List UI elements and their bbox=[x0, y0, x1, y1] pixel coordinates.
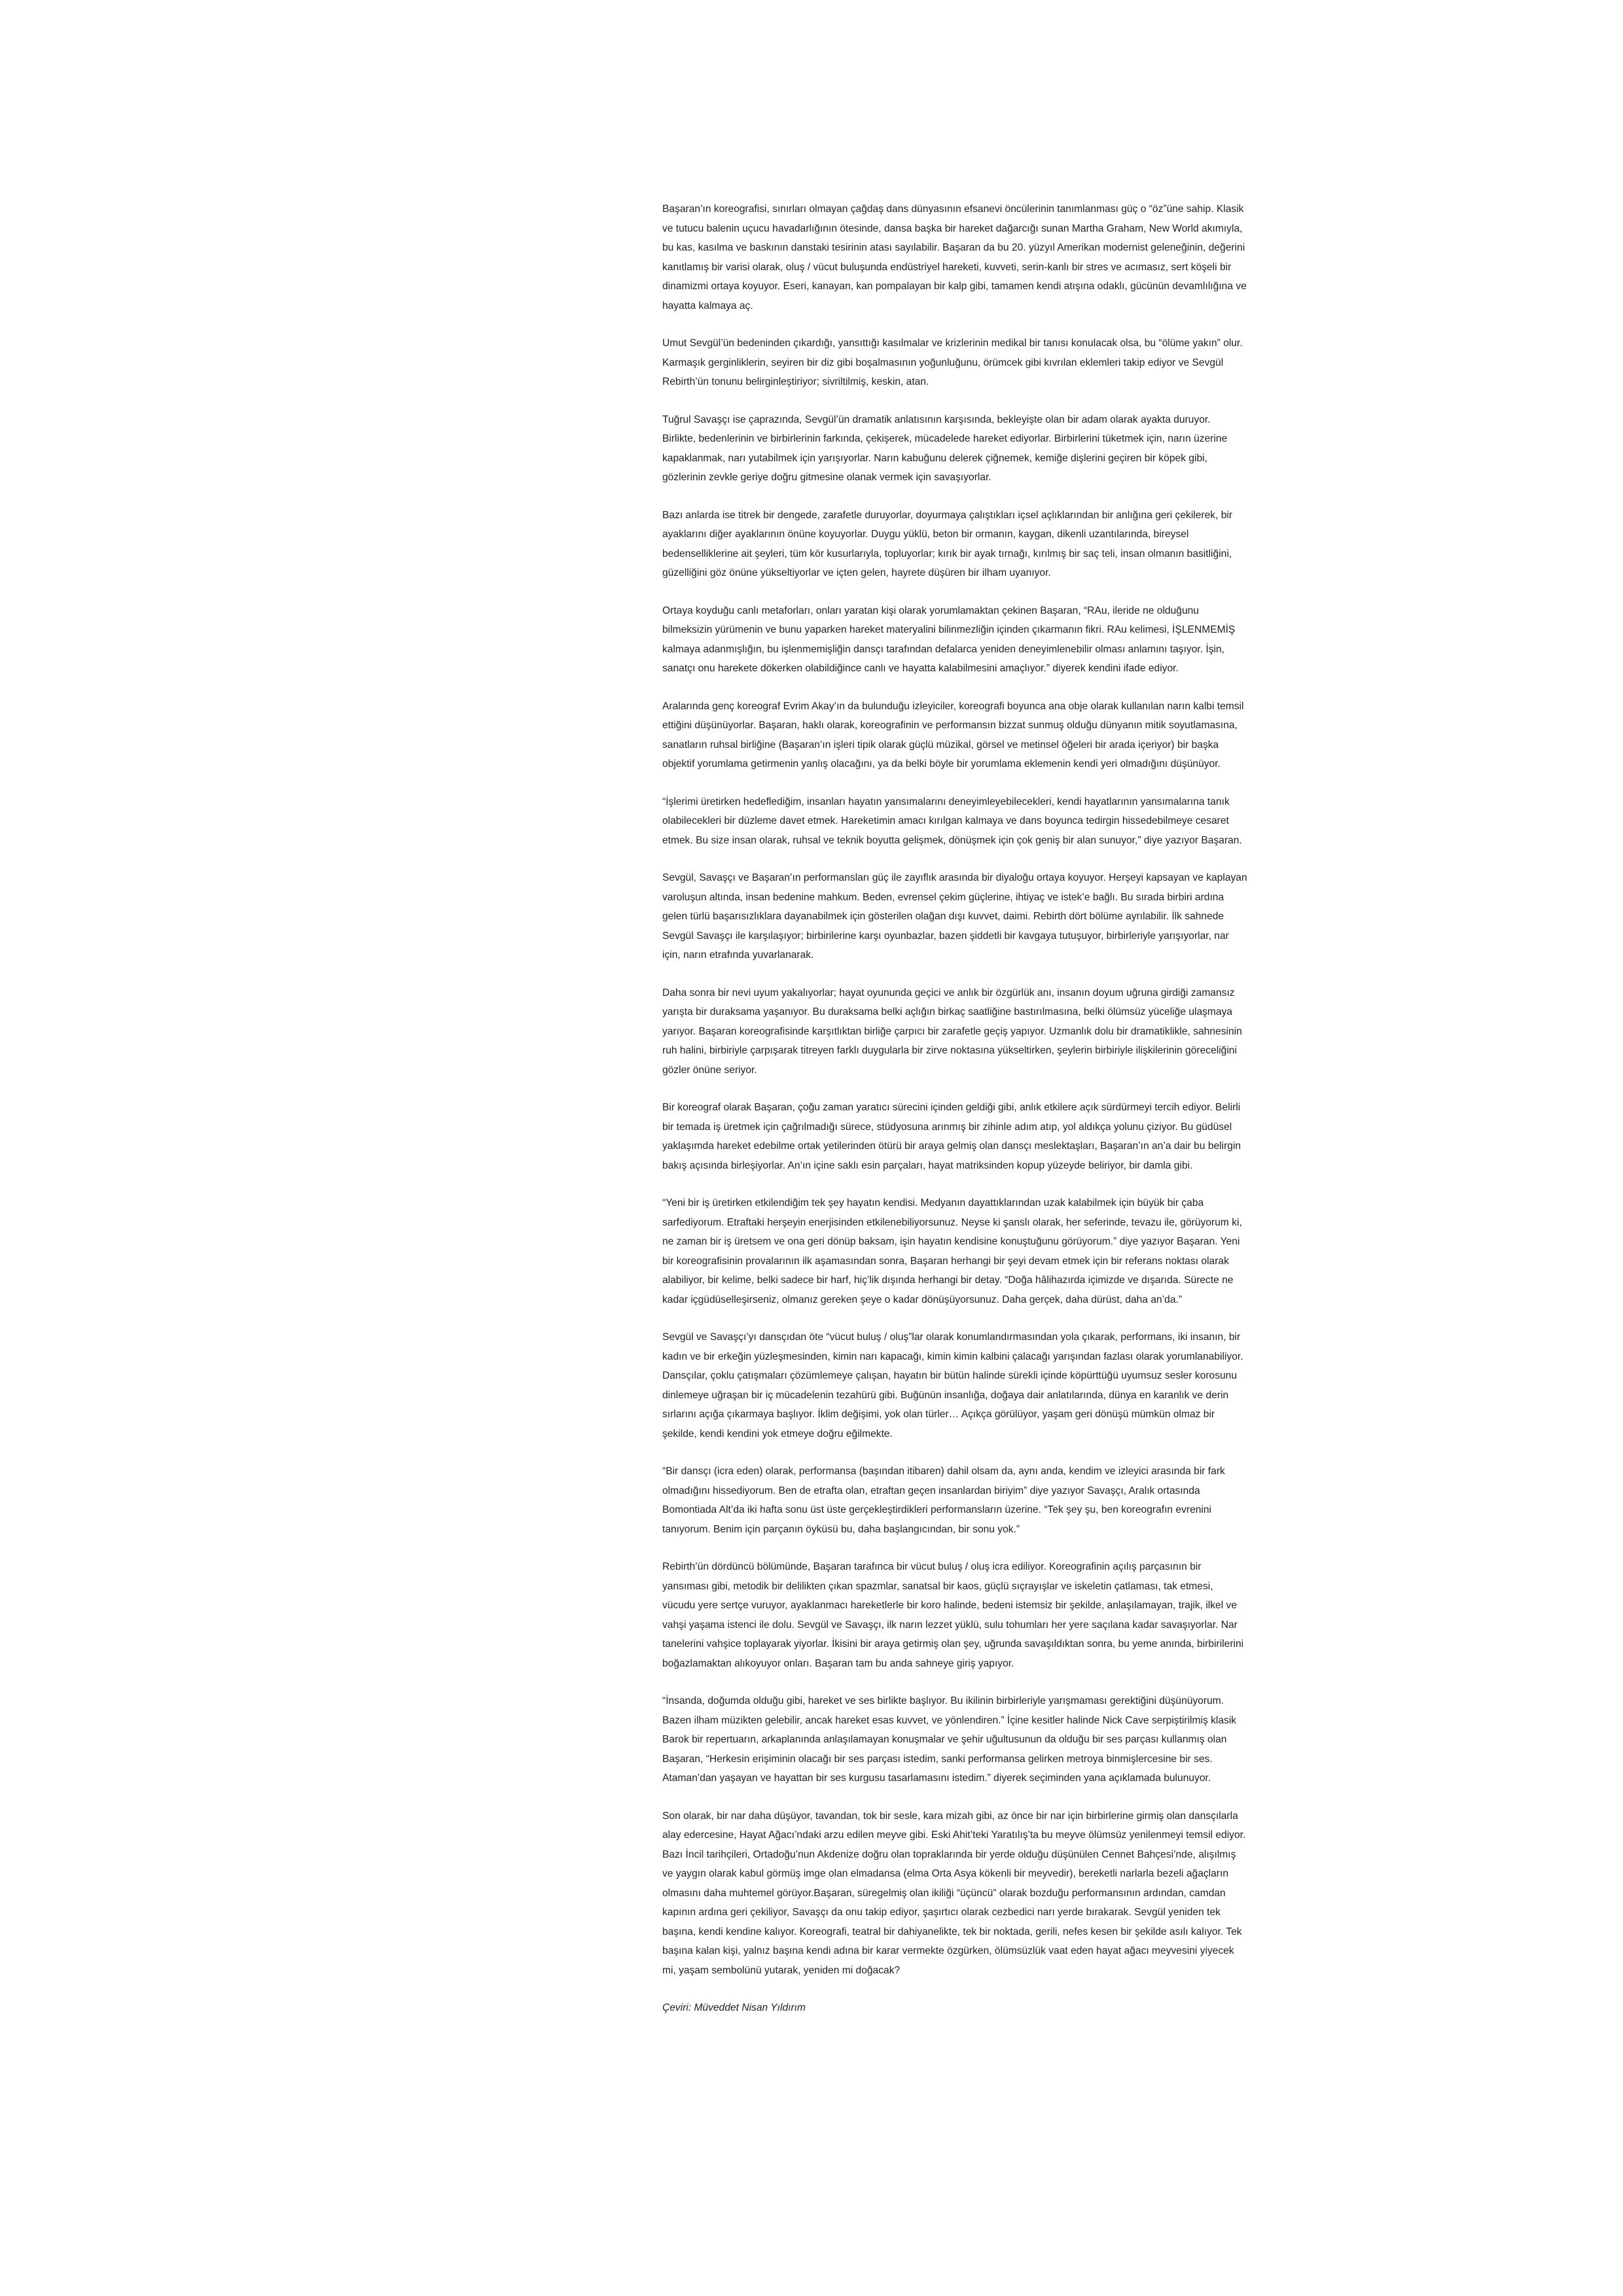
paragraph: Sevgül, Savaşçı ve Başaran’ın performansları güç ile zayıflık arasında bir diyaloğu ortaya koyuyor. Herşeyi kapsayan ve kaplayan varoluşun altında, insan bedenine mahkum. Beden, evrensel çekim güçlerine, ihtiyaç ve istek’e bağlı. Bu sırada birbiri ardına gelen türlü başarısızlıklara dayanabilmek için gösterilen olağan dışı kuvvet, daimi. Rebirth dört bölüme ayrılabilir. İlk sahnede Sevgül Savaşçı ile karşılaşıyor; birbirilerine karşı oyunbazlar, bazen şiddetli bir kavgaya tutuşuyor, birbirleriyle yarışıyorlar, nar için, narın etrafında yuvarlanarak. bbox=[662, 872, 1247, 961]
paragraph: Son olarak, bir nar daha düşüyor, tavandan, tok bir sesle, kara mizah gibi, az önce bir nar için birbirlerine girmiş olan dansçılarla alay edercesine, Hayat Ağacı’ndaki arzu edilen meyve gibi. Eski Ahit’teki Yaratılış’ta bu meyve ölümsüz yenilenmeyi temsil ediyor. Bazı İncil tarihçileri, Ortadoğu’nun Akdenize doğru olan topraklarında bir yerde olduğu düşünülen Cennet Bahçesi’nde, alışılmış ve yaygın olarak kabul görmüş imge olan elmadansa (elma Orta Asya kökenli bir meyvedir), bereketli narlarla bezeli ağaçların olmasını daha muhtemel görüyor.Başaran, süregelmiş olan ikiliği “üçüncü” olarak bozduğu performansının ardından, camdan kapının ardına geri çekiliyor, Savaşçı da onu takip ediyor, şaşırtıcı olarak cezbedici narı yerde bırakarak. Sevgül yeniden tek başına, kendi kendine kalıyor. Koreografi, teatral bir dahiyanelikte, tek bir noktada, gerili, nefes kesen bir şekilde asılı kalıyor. Tek başına kalan kişi, yalnız başına kendi adına bir karar vermekte özgürken, ölümsüzlük vaat eden hayat ağacı meyvesini yiyecek mi, yaşam sembolünü yutarak, yeniden mi doğacak? bbox=[662, 1810, 1246, 1976]
paragraph: “Bir dansçı (icra eden) olarak, performansa (başından itibaren) dahil olsam da, aynı anda, kendim ve izleyici arasında bir fark olmadığını hissediyorum. Ben de etrafta olan, etraftan geçen insanlardan biriyim” diye yazıyor Savaşçı, Aralık ortasında Bomontiada Alt’da iki hafta sonu üst üste gerçekleştirdikleri performansların üzerine. “Tek şey şu, ben koreografın evrenini tanıyorum. Benim için parçanın öyküsü bu, daha başlangıcından, bir sonu yok.” bbox=[662, 1466, 1225, 1535]
paragraph: “İnsanda, doğumda olduğu gibi, hareket ve ses birlikte başlıyor. Bu ikilinin birbirleriyle yarışmaması gerektiğini düşünüyorum. Bazen ilham müzikten gelebilir, ancak hareket esas kuvvet, ve yönlendiren.” İçine kesitler halinde Nick Cave serpiştirilmiş klasik Barok bir repertuarın, arkaplanında anlaşılamayan konuşmalar ve şehir uğultusunun da olduğu bir ses parçası kullanmış olan Başaran, “Herkesin erişiminin olacağı bir ses parçası istedim, sanki performansa gelirken metroya binmişlercesine bir ses. Ataman’dan yaşayan ve hayattan bir ses kurgusu tasarlamasını istedim.” diyerek seçiminden yana açıklamada bulunuyor. bbox=[662, 1695, 1237, 1784]
paragraph: Daha sonra bir nevi uyum yakalıyorlar; hayat oyununda geçici ve anlık bir özgürlük anı, insanın doyum uğruna girdiği zamansız yarışta bir duraksama yaşanıyor. Bu duraksama belki açlığın birkaç saatliğine bastırılmasına, belki ölümsüz yüceliğe ulaşmaya yarıyor. Başaran koreografisinde karşıtlıktan birliğe çarpıcı bir zarafetle geçiş yapıyor. Uzmanlık dolu bir dramatiklikle, sahnesinin ruh halini, birbiriyle çarpışarak titreyen farklı duygularla bir zirve noktasına yükseltirken, şeylerin birbiriyle ilişkilerinin göreceliğini gözler önüne seriyor. bbox=[662, 987, 1242, 1076]
paragraph: Bir koreograf olarak Başaran, çoğu zaman yaratıcı sürecini içinden geldiği gibi, anlık etkilere açık sürdürmeyi tercih ediyor. Belirli bir temada iş üretmek için çağrılmadığı sürece, stüdyosuna arınmış bir zihinle adım atıp, yol aldıkça yolunu çiziyor. Bu güdüsel yaklaşımda hareket edebilme ortak yetilerinden ötürü bir araya gelmiş olan dansçı meslektaşları, Başaran’ın an’a dair bu belirgin bakış açısında birleşiyorlar. An’ın içine saklı esin parçaları, hayat matriksinden kopup yüzeyde beliriyor, bir damla gibi. bbox=[662, 1102, 1241, 1171]
paragraph: “İşlerimi üretirken hedeflediğim, insanları hayatın yansımalarını deneyimleyebilecekleri, kendi hayatlarının yansımalarına tanık olabilecekleri bir düzleme davet etmek. Hareketimin amacı kırılgan kalmaya ve dans boyunca tedirgin hissedebilmeye cesaret etmek. Bu size insan olarak, ruhsal ve teknik boyutta gelişmek, dönüşmek için çok geniş bir alan sunuyor,” diye yazıyor Başaran. bbox=[662, 796, 1242, 846]
paragraph: “Yeni bir iş üretirken etkilendiğim tek şey hayatın kendisi. Medyanın dayattıklarından uzak kalabilmek için büyük bir çaba sarfediyorum. Etraftaki herşeyin enerjisinden etkilenebiliyorsunuz. Neyse ki şanslı olarak, her seferinde, tevazu ile, görüyorum ki, ne zaman bir iş üretsem ve ona geri dönüp baksam, işin hayatın kendisine konuştuğunu görüyorum.” diye yazıyor Başaran. Yeni bir koreografisinin provalarının ilk aşamasından sonra, Başaran herhangi bir şeyi devam etmek için bir referans noktası olarak alabiliyor, bir kelime, belki sadece bir harf, hiç’lik dışında herhangi bir detay. “Doğa hâlihazırda içimizde ve dışarıda. Sürecte ne kadar içgüdüselleşirseniz, olmanız gereken şeye o kadar dönüşüyorsunuz. Daha gerçek, daha dürüst, daha an’da.” bbox=[662, 1197, 1242, 1305]
paragraph: Umut Sevgül’ün bedeninden çıkardığı, yansıttığı kasılmalar ve krizlerinin medikal bir tanısı konulacak olsa, bu “ölüme yakın” olur. Karmaşık gerginliklerin, seyiren bir diz gibi boşalmasının yoğunluğunu, örümcek gibi kıvrılan eklemleri takip ediyor ve Sevgül Rebirth’ün tonunu belirginleştiriyor; sivriltilmiş, keskin, atan. bbox=[662, 338, 1243, 387]
paragraph: Aralarında genç koreograf Evrim Akay’ın da bulunduğu izleyiciler, koreografi boyunca ana obje olarak kullanılan narın kalbi temsil ettiğini düşünüyorlar. Başaran, haklı olarak, koreografinin ve performansın bizzat sunmuş olduğu dünyanın mitik soyutlamasına, sanatların ruhsal birliğine (Başaran’ın işleri tipik olarak güçlü müzikal, görsel ve metinsel öğeleri bir arada içeriyor) bir başka objektif yorumlama getirmenin yanlış olacağını, ya da belki böyle bir yorumlama eklemenin kendi yeri olmadığını düşünüyor. bbox=[662, 700, 1244, 769]
paragraph: Tuğrul Savaşçı ise çaprazında, Sevgül’ün dramatik anlatısının karşısında, bekleyişte olan bir adam olarak ayakta duruyor. Birlikte, bedenlerinin ve birbirlerinin farkında, çekişerek, mücadelede hareket ediyorlar. Birbirlerini tüketmek için, narın üzerine kapaklanmak, narı yutabilmek için yarışıyorlar. Narın kabuğunu delerek çiğnemek, kemiğe dişlerini geçiren bir köpek gibi, gözlerinin zevkle geriye doğru gitmesine olanak vermek için savaşıyorlar. bbox=[662, 414, 1228, 483]
paragraph: Ortaya koyduğu canlı metaforları, onları yaratan kişi olarak yorumlamaktan çekinen Başaran, “RAu, ileride ne olduğunu bilmeksizin yürümenin ve bunu yaparken hareket materyalini bilinmezliğin içinden çıkarmanın fikri. RAu kelimesi, İŞLENMEMİŞ kalmaya adanmışlığın, bu işlenmemişliğin dansçı tarafından defalarca yeniden deneyimlenebilir olması anlamını taşıyor. İşin, sanatçı onu harekete dökerken olabildiğince canlı ve hayatta kalabilmesini amaçlıyor.” diyerek kendini ifade ediyor. bbox=[662, 605, 1236, 674]
paragraph: Sevgül ve Savaşçı’yı dansçıdan öte “vücut buluş / oluş”lar olarak konumlandırmasından yola çıkarak, performans, iki insanın, bir kadın ve bir erkeğin yüzleşmesinden, kimin narı kapacağı, kimin kimin kalbini çalacağı yarışından fazlası olarak yorumlanabiliyor. Dansçılar, çoklu çatışmaları çözümlemeye çalışan, hayatın bir bütün halinde sürekli içinde köpürttüğü uyumsuz sesler korosunu dinlemeye uğraşan bir iç mücadelenin tezahürü gibi. Buğünün insanlığa, doğaya dair anlatılarında, dünya en karanlık ve derin sırlarını açığa çıkarmaya başlıyor. İklim değişimi, yok olan türler… Açıkça görülüyor, yaşam geri dönüşü mümkün olmaz bir şekilde, kendi kendini yok etmeye doğru eğilmekte. bbox=[662, 1332, 1243, 1439]
translator-credit: Çeviri: Müveddet Nisan Yıldırım bbox=[662, 2002, 806, 2013]
paragraph: Bazı anlarda ise titrek bir dengede, zarafetle duruyorlar, doyurmaya çalıştıkları içsel açlıklarından bir anlığına geri çekilerek, bir ayaklarını diğer ayaklarının önüne koyuyorlar. Duygu yüklü, beton bir ormanın, kaygan, dikenli uzantılarında, bireysel bedenselliklerine ait şeyleri, tüm kör kusurlarıyla, topluyorlar; kırık bir ayak tırnağı, kırılmış bir saç teli, insan olmanın basitliğini, güzelliğini göz önüne yükseltiyorlar ve içten gelen, hayrete düşüren bir ilham uyanıyor. bbox=[662, 509, 1233, 578]
paragraph: Başaran’ın koreografisi, sınırları olmayan çağdaş dans dünyasının efsanevi öncülerinin tanımlanması güç o “öz”üne sahip. Klasik ve tutucu balenin uçucu havadarlığının ötesinde, dansa başka bir hareket dağarcığı sunan Martha Graham, New World akımıyla, bu kas, kasılma ve baskının danstaki tesirinin atası sayılabilir. Başaran da bu 20. yüzyıl Amerikan modernist geleneğinin, değerini kanıtlamış bir varisi olarak, oluş / vücut buluşunda endüstriyel hareketi, kuvveti, serin-kanlı bir stres ve acımasız, sert köşeli bir dinamizmi ortaya koyuyor. Eseri, kanayan, kan pompalayan bir kalp gibi, tamamen kendi atışına odaklı, gücünün devamlılığına ve hayatta kalmaya aç. bbox=[662, 203, 1247, 311]
article-body bbox=[662, 200, 1327, 2036]
paragraph: Rebirth’ün dördüncü bölümünde, Başaran tarafınca bir vücut buluş / oluş icra ediliyor. Koreografinin açılış parçasının bir yansıması gibi, metodik bir delilikten çıkan spazmlar, sanatsal bir kaos, güçlü sıçrayışlar ve iskeletin çatlaması, tak etmesi, vücudu yere sertçe vuruyor, ayaklanmacı hareketlerle bir koro halinde, bedeni istemsiz bir şekilde, anlaşılamayan, trajik, ilkel ve vahşi yaşama istenci ile dolu. Sevgül ve Savaşçı, ilk narın lezzet yüklü, sulu tohumları her yere saçılana kadar savaşıyorlar. Nar tanelerini vahşice toplayarak yiyorlar. İkisini bir araya getirmiş olan şey, uğrunda savaşıldıktan sonra, bu yeme anında, birbirilerini boğazlamaktan alıkoyuyor onları. Başaran tam bu anda sahneye giriş yapıyor. bbox=[662, 1561, 1244, 1669]
